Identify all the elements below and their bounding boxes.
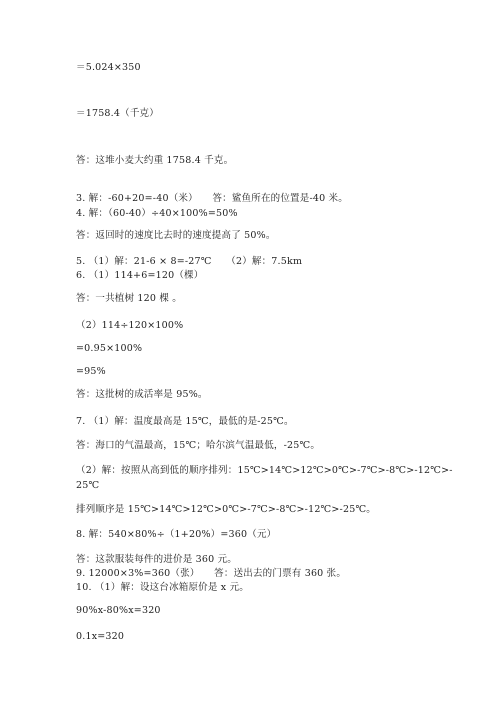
text-line: 答：返回时的速度比去时的速度提高了 50%。 [76,230,276,241]
text-line: 答：海口的气温最高，15℃；哈尔滨气温最低，-25℃。 [76,440,321,451]
text-line: 3. 解：-60+20=-40（米） 答：鲨鱼所在的位置是-40 米。 [76,193,348,204]
text-line: 答：一共植树 120 棵 。 [76,293,182,304]
text-line: 5. （1）解：21-6 × 8=-27℃ （2）解：7.5km [76,256,303,267]
text-line: 7. （1）解：温度最高是 15℃，最低的是-25℃。 [76,416,294,427]
text-line: 答：这堆小麦大约重 1758.4 千克。 [76,155,234,166]
text-line: 排列顺序是 15℃>14℃>12℃>0℃>-7℃>-8℃>-12℃>-25℃。 [76,504,376,515]
text-line: 答：这款服装每件的进价是 360 元。 [76,554,237,565]
text-line: 4. 解：（60-40）÷40×100%=50% [76,208,238,219]
text-line: （2）解：按照从高到低的顺序排列：15℃>14℃>12℃>0℃>-7℃>-8℃>-12℃>- [76,465,453,476]
text-line: ＝1758.4（千克） [76,108,159,119]
text-line: 25℃ [76,480,100,491]
text-line: =95% [76,366,106,377]
text-line: 答：这批树的成活率是 95%。 [76,389,208,400]
text-line: （2）114÷120×100% [76,320,184,331]
text-line: 8. 解：540×80%÷（1+20%）=360（元） [76,529,277,540]
text-line: 6. （1）114+6=120（棵） [76,270,204,281]
text-line: 0.1x=320 [76,631,125,642]
text-line: =0.95×100% [76,343,143,354]
text-line: 9. 12000×3%=360（张） 答：送出去的门票有 360 张。 [76,568,347,579]
text-line: ＝5.024×350 [76,62,141,73]
text-line: 90%x-80%x=320 [76,605,161,616]
text-line: 10. （1）解：设这台冰箱原价是 x 元。 [76,582,249,593]
